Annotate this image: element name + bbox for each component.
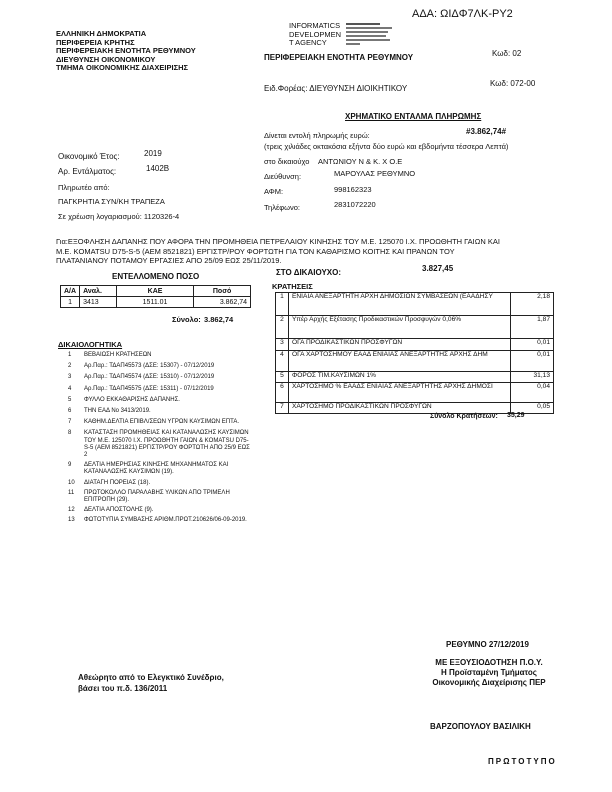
list-item-text: ΤΗΝ ΕΑΔ Νο 3413/2019. — [84, 408, 151, 415]
table-cell: 6 — [276, 383, 289, 403]
table-row — [276, 372, 554, 383]
list-item-text: ΔΙΑΤΑΓΗ ΠΟΡΕΙΑΣ (18). — [84, 479, 151, 486]
amount-total-label: Σύνολο: — [172, 315, 201, 324]
table-cell: 3413 — [80, 297, 117, 308]
table-cell: ΟΓΑ ΠΡΟΔΙΚΑΣΤΙΚΩΝ ΠΡΟΣΦΥΓΩΝ — [289, 339, 511, 351]
table-cell: 5 — [276, 372, 289, 383]
purpose-line: Μ.Ε. KOMATSU D75-S-5 (ΑΕΜ 8521821) ΕΡΓΙΣΤΡ/ΡΟΥ ΦΟΡΤΩΤΗ ΓΙΑ ΤΟΝ ΚΑΘΑΡΙΣΜΟ ΚΟΙΤΗΣ ΚΑΙ ΠΡΑΝΩΝ ΤΟΥ — [56, 246, 455, 256]
list-item-number: 6 — [68, 408, 72, 415]
list-item-text: ΚΑΤΑΣΤΑΣΗ ΠΡΟΜΗΘΕΙΑΣ ΚΑΙ ΚΑΤΑΝΑΛΩΣΗΣ ΚΑΥΣΙΜΩΝ ΤΟΥ Μ.Ε. 125070 Ι.Χ. ΠΡΟΩΘΗΤΗ ΓΑΙΩΝ & KOMATSU D75-S-5 (ΑΕΜ 8521821) ΕΡΓΙΣΤΡ/ΡΟΥ ΦΟΡΤΩΤΗ ΑΠΟ 25/9 ΕΩΣ 2 — [84, 430, 250, 459]
table-cell: ΟΓΑ ΧΑΡΤΟΣΗΜΟΥ ΕΑΑΔ ΕΝΙΑΙΑΣ ΑΝΕΞΑΡΤΗΤΗΣ ΑΡΧΗΣ ΔΗΜ — [289, 351, 511, 372]
list-item-text: Αρ.Παρ.: ΤΔΑΠ45574 (ΔΣΕ: 15310) - 07/12/2019 — [84, 374, 215, 381]
logo — [289, 22, 341, 48]
header-line: ΔΙΕΥΘΥΝΣΗ ΟΙΚΟΝΟΜΙΚΟΥ — [56, 54, 156, 64]
table-header: Ποσό — [194, 286, 251, 297]
table-cell: ΧΑΡΤΟΣΗΜΟ ΠΡΟΔΙΚΑΣΤΙΚΩΝ ΠΡΟΣΦΥΓΩΝ — [289, 403, 511, 414]
table-cell: 1,87 — [511, 316, 554, 339]
list-item — [68, 408, 250, 415]
table-row — [276, 293, 554, 316]
order-number-label: Αρ. Εντάλματος: — [58, 167, 117, 176]
fiscal-year-value: 2019 — [144, 149, 162, 158]
amount-table-title: ΕΝΤΕΛΛΟΜΕΝΟ ΠΟΣΟ — [112, 272, 200, 281]
list-item — [68, 490, 250, 504]
table-cell: 2,18 — [511, 293, 554, 316]
beneficiary-total-value: 3.827,45 — [422, 264, 454, 273]
list-item-text: Αρ.Παρ.: ΤΔΑΠ45575 (ΔΣΕ: 15311) - 07/12/2019 — [84, 385, 214, 392]
table-header: Α/Α — [61, 286, 80, 297]
list-item-number: 3 — [68, 374, 72, 381]
table-cell: 3 — [276, 339, 289, 351]
list-item-text: ΦΩΤΟΤΥΠΙΑ ΣΥΜΒΑΣΗΣ ΑΡΙΘΜ.ΠΡΩΤ.210626/06-09-2019. — [84, 517, 247, 524]
list-item-number: 4 — [68, 385, 72, 392]
audit-line: βάσει του π.δ. 136/2011 — [78, 684, 168, 693]
purpose-line: ΠΛΑΤΑΝΙΑΝΟΥ ΠΟΤΑΜΟΥ ΕΡΓΑΣΙΕΣ ΑΠΟ 25/09 ΕΩΣ 25/11/2019. — [56, 256, 282, 265]
beneficiary-label: στο δικαιούχο — [264, 157, 310, 166]
account-value: 1120326-4 — [143, 212, 180, 221]
list-item — [68, 419, 250, 426]
list-item-number: 9 — [68, 462, 72, 469]
retentions-title: ΚΡΑΤΗΣΕΙΣ — [272, 282, 313, 291]
signer-title-line: Η Προϊσταμένη Τμήματος — [441, 668, 537, 677]
list-item-number: 8 — [68, 430, 72, 437]
list-item — [68, 517, 250, 524]
list-item-text: ΔΕΛΤΙΑ ΑΠΟΣΤΟΛΗΣ (9). — [84, 507, 154, 514]
header-left — [56, 30, 196, 73]
table-cell: 0,01 — [511, 351, 554, 372]
order-number-value: 1402Β — [146, 164, 170, 173]
list-item-number: 12 — [68, 507, 75, 514]
order-amount: #3.862,74# — [466, 127, 507, 136]
table-row — [276, 383, 554, 403]
table-row — [61, 297, 251, 308]
list-item-text: ΔΕΛΤΙΑ ΗΜΕΡΗΣΙΑΣ ΚΙΝΗΣΗΣ ΜΗΧΑΝΗΜΑΤΟΣ ΚΑΙ ΚΑΤΑΝΑΛΩΣΗΣ ΚΑΥΣΙΜΩΝ (19). — [84, 462, 229, 476]
table-cell: 0,05 — [511, 403, 554, 414]
address-label: Διεύθυνση: — [264, 172, 302, 181]
header-line: ΕΛΛΗΝΙΚΗ ΔΗΜΟΚΡΑΤΙΑ — [56, 29, 147, 38]
table-cell: ΦΟΡΟΣ ΤΙΜ.ΚΑΥΣΙΜΩΝ 1% — [289, 372, 511, 383]
logo-line: INFORMATICS — [289, 21, 341, 30]
original-stamp: ΠΡΩΤΟΤΥΠΟ — [488, 757, 557, 766]
amount-table — [60, 285, 251, 308]
list-item-text: ΠΡΩΤΟΚΟΛΛΟ ΠΑΡΑΛΑΒΗΣ ΥΛΙΚΩΝ ΑΠΟ ΤΡΙΜΕΛΗ ΕΠΙΤΡΟΠΗ (29). — [84, 489, 230, 504]
list-item-text: ΚΑΘΗΜ.ΔΕΛΤΙΑ ΕΠΙΒΛ/ΣΕΩΝ ΥΓΡΩΝ ΚΑΥΣΙΜΩΝ ΕΠΤΑ. — [84, 419, 239, 426]
table-cell: 2 — [276, 316, 289, 339]
table-cell: 3.862,74 — [194, 297, 251, 308]
fiscal-year-label: Οικονομικό Έτος: — [58, 152, 120, 161]
beneficiary-name: ΑΝΤΩΝΙΟΥ Ν & Κ. Χ Ο.Ε — [318, 157, 403, 166]
list-item — [68, 462, 250, 476]
table-cell: 4 — [276, 351, 289, 372]
table-header: Αναλ. — [80, 286, 117, 297]
documents-title: ΔΙΚΑΙΟΛΟΓΗΤΙΚΑ — [58, 340, 123, 349]
purpose — [56, 237, 500, 266]
signer-title-line: ΜΕ ΕΞΟΥΣΙΟΔΟΤΗΣΗ Π.Ο.Υ. — [435, 658, 543, 667]
retentions-total-label: Σύνολο Κρατήσεων: — [430, 413, 498, 420]
table-row — [276, 339, 554, 351]
order-amount-words: (τρεις χιλιάδες οκτακόσια εξήντα δύο ευρώ και εβδομήντα τέσσερα Λεπτά) — [264, 142, 509, 151]
place-date: ΡΕΘΥΜΝΟ 27/12/2019 — [446, 640, 529, 649]
header-line: ΠΕΡΙΦΕΡΕΙΑΚΗ ΕΝΟΤΗΤΑ ΡΕΘΥΜΝΟΥ — [56, 46, 196, 56]
list-item — [68, 507, 250, 514]
table-cell: 7 — [276, 403, 289, 414]
table-cell: ΕΝΙΑΙΑ ΑΝΕΞΑΡΤΗΤΗ ΑΡΧΗ ΔΗΜΟΣΙΩΝ ΣΥΜΒΑΣΕΩΝ (ΕΑΑΔΗΣΥ — [289, 293, 511, 316]
list-item-number: 1 — [68, 352, 72, 358]
audit-line: Αθεώρητο από το Ελεγκτικό Συνέδριο, — [78, 673, 224, 682]
list-item-number: 10 — [68, 479, 75, 486]
agency-code: Κωδ: 072-00 — [490, 79, 536, 88]
account-line — [58, 212, 179, 221]
retentions-table — [275, 292, 554, 414]
table-cell: 1 — [276, 293, 289, 316]
table-cell: 1511.01 — [117, 297, 194, 308]
list-item-text: Αρ.Παρ.: ΤΔΑΠ45573 (ΔΣΕ: 15307) - 07/12/2019 — [84, 363, 215, 370]
logo-line: T AGENCY — [289, 38, 327, 48]
afm-value: 998162323 — [334, 185, 372, 194]
list-item — [68, 480, 250, 487]
list-item-number: 2 — [68, 363, 72, 370]
table-row — [276, 351, 554, 372]
payable-label: Πληρωτέο από: — [58, 183, 110, 192]
list-item-number: 5 — [68, 396, 72, 403]
list-item-text: ΦΥΛΛΟ ΕΚΚΑΘΑΡΙΣΗΣ ΔΑΠΑΝΗΣ. — [84, 396, 180, 403]
unit-code: Κωδ: 02 — [492, 49, 522, 58]
logo-line: DEVELOPMEN — [289, 29, 342, 39]
account-label: Σε χρέωση λογαριασμού: — [58, 212, 142, 221]
list-item — [68, 397, 250, 404]
beneficiary-total-label: ΣΤΟ ΔΙΚΑΙΟΥΧΟ: — [276, 268, 341, 277]
header-line: ΠΕΡΙΦΕΡΕΙΑ ΚΡΗΤΗΣ — [56, 37, 135, 47]
table-header-row — [61, 286, 251, 297]
signer-title — [418, 658, 560, 688]
header-line: ΤΜΗΜΑ ΟΙΚΟΝΟΜΙΚΗΣ ΔΙΑΧΕΙΡΙΣΗΣ — [56, 63, 189, 73]
order-given-label: Δίνεται εντολή πληρωμής ευρώ: — [264, 131, 370, 140]
table-cell: ΧΑΡΤΟΣΗΜΟ % ΕΑΑΔΣ ΕΝΙΑΙΑΣ ΑΝΕΞΑΡΤΗΤΗΣ ΑΡΧΗΣ ΔΗΜΟΣΙ — [289, 383, 511, 403]
agency-name: Ειδ.Φορέας: ΔΙΕΥΘΥΝΣΗ ΔΙΟΙΚΗΤΙΚΟΥ — [264, 84, 408, 93]
list-item — [68, 352, 250, 359]
table-cell: Υπέρ Αρχής Εξέτασης Προδικαστικών Προσφυγών 0,06% — [289, 316, 511, 339]
purpose-line: Για:ΕΞΟΦΛΗΣΗ ΔΑΠΑΝΗΣ ΠΟΥ ΑΦΟΡΑ ΤΗΝ ΠΡΟΜΗΘΕΙΑ ΠΕΤΡΕΛΑΙΟΥ ΚΙΝΗΣΗΣ ΤΟΥ Μ.Ε. 125070 Ι.Χ. ΠΡΟΩΘΗΤΗ ΓΑΙΩΝ ΚΑΙ — [56, 237, 500, 246]
documents-list — [68, 352, 250, 525]
table-header: ΚΑΕ — [117, 286, 194, 297]
amount-total-value: 3.862,74 — [204, 315, 234, 324]
list-item — [68, 430, 250, 459]
signer-title-line: Οικονομικής Διαχείρισης ΠΕΡ — [432, 678, 546, 687]
unit-name: ΠΕΡΙΦΕΡΕΙΑΚΗ ΕΝΟΤΗΤΑ ΡΕΘΥΜΝΟΥ — [264, 53, 414, 62]
logo-fine-print — [346, 22, 396, 48]
bank-name: ΠΑΓΚΡΗΤΙΑ ΣΥΝ/ΚΗ ΤΡΑΠΕΖΑ — [58, 197, 165, 206]
signer-name: ΒΑΡΖΟΠΟΥΛΟΥ ΒΑΣΙΛΙΚΗ — [430, 722, 531, 731]
list-item — [68, 386, 250, 393]
table-cell: 0,04 — [511, 383, 554, 403]
table-row — [276, 316, 554, 339]
ada-code: ΑΔΑ: ΩΙΔΦ7ΛΚ-ΡΥ2 — [412, 8, 513, 20]
audit-note — [78, 672, 224, 694]
table-cell: 31,13 — [511, 372, 554, 383]
list-item — [68, 363, 250, 370]
retentions-total-value: 35,29 — [507, 412, 525, 419]
phone-label: Τηλέφωνο: — [264, 203, 301, 212]
table-cell: 0,01 — [511, 339, 554, 351]
list-item-number: 11 — [68, 489, 75, 496]
list-item-number: 7 — [68, 419, 72, 426]
address-value: ΜΑΡΟΥΛΑΣ ΡΕΘΥΜΝΟ — [334, 169, 416, 178]
list-item-number: 13 — [68, 517, 75, 524]
afm-label: ΑΦΜ: — [264, 187, 284, 196]
list-item-text: ΒΕΒΑΙΩΣΗ ΚΡΑΤΗΣΕΩΝ — [84, 352, 152, 358]
phone-value: 2831072220 — [334, 200, 376, 209]
table-cell: 1 — [61, 297, 80, 308]
list-item — [68, 374, 250, 381]
document-title: ΧΡΗΜΑΤΙΚΟ ΕΝΤΑΛΜΑ ΠΛΗΡΩΜΗΣ — [345, 112, 482, 121]
